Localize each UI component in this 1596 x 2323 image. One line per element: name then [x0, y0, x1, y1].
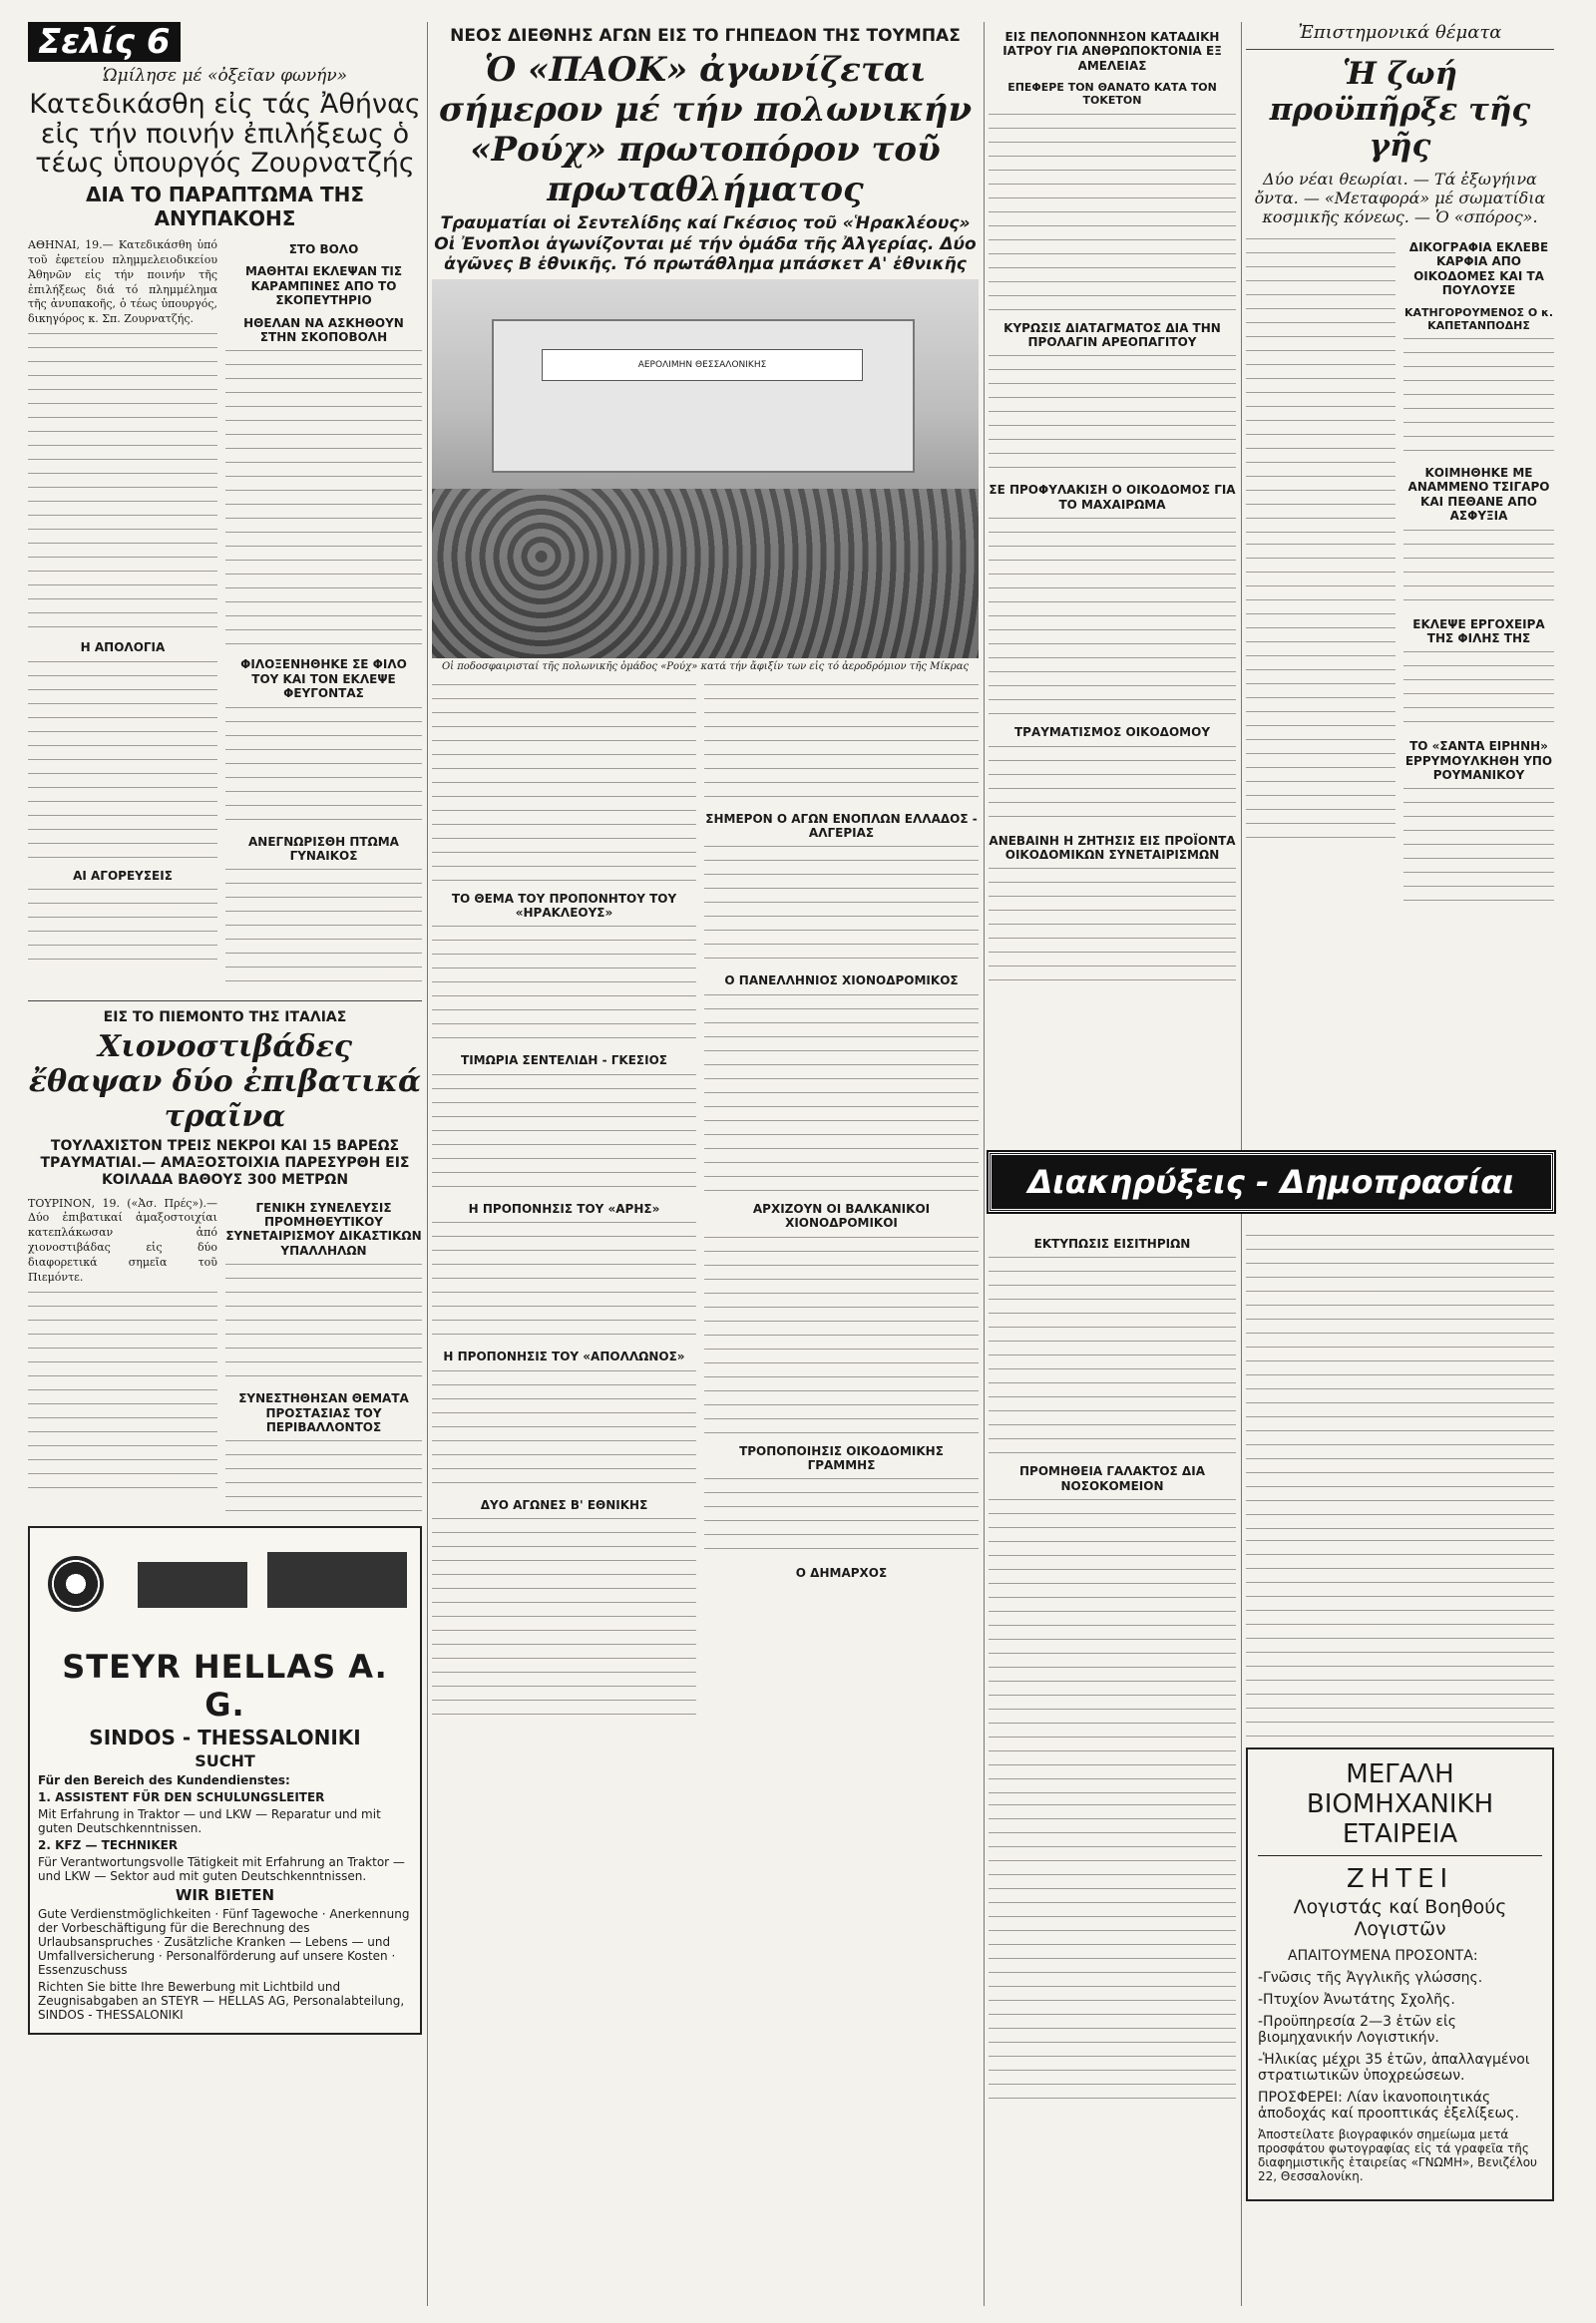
- section-head: ΔΥΟ ΑΓΩΝΕΣ Β' ΕΘΝΙΚΗΣ: [480, 1497, 648, 1512]
- section-head: ΚΥΡΩΣΙΣ ΔΙΑΤΑΓΜΑΤΟΣ ΔΙΑ ΤΗΝ ΠΡΟΛΑΓΙΝ ΑΡΕΟΠΑΓΙΤΟΥ: [1003, 320, 1221, 349]
- advertisement-steyr: [28, 1526, 422, 2035]
- article-text-block: [225, 869, 422, 988]
- ad-positions: Λογιστάς καί Βοηθούς Λογιστῶν: [1293, 1896, 1507, 1940]
- section-subhead: ΚΑΤΗΓΟΡΟΥΜΕΝΟΣ Ο κ. ΚΑΠΕΤΑΝΠΟΔΗΣ: [1403, 305, 1554, 332]
- article-text-block: [704, 846, 979, 966]
- headline: Ὁ «ΠΑΟΚ» ἀγωνίζεται σήμερον μέ τήν πολωνικήν «Ρούχ» πρωτοπόρον τοῦ πρωταθλήματος: [438, 50, 973, 210]
- article-text-block: [432, 926, 696, 1045]
- photo-sign: ΑΕΡΟΛΙΜΗΝ ΘΕΣΣΑΛΟΝΙΚΗΣ: [542, 349, 863, 381]
- article-text-block: [432, 1222, 696, 1342]
- divider: [28, 1000, 422, 1001]
- ad-requirement: -Πτυχίον Ἀνωτάτης Σχολῆς.: [1258, 1992, 1455, 2008]
- ad-requirement: -Γνῶσις τῆς Ἀγγλικῆς γλώσσης.: [1258, 1970, 1483, 1986]
- signature: Ο ΔΗΜΑΡΧΟΣ: [795, 1566, 888, 1581]
- ad-apply: Ἀποστείλατε βιογραφικόν σημείωμα μετά προσφάτου φωτογραφίας εἰς τά γραφεῖα τῆς διαφημιστικῆς ἑταιρείας «ΓΝΩΜΗ», Βενιζέλου 22, Θεσσαλονίκη.: [1258, 2128, 1537, 2183]
- article-text-block: [1403, 338, 1554, 458]
- article-text-block: [1246, 544, 1396, 843]
- logo-icon: [48, 1556, 104, 1612]
- article-text-block: [989, 868, 1236, 987]
- ad-zitei: ΖΗΤΕΙ: [1346, 1864, 1454, 1894]
- section-head: ΣΥΝΕΣΤΗΘΗΣΑΝ ΘΕΜΑΤΑ ΠΡΟΣΤΑΣΙΑΣ ΤΟΥ ΠΕΡΙΒΑΛΛΟΝΤΟΣ: [238, 1391, 409, 1434]
- section-head: ΗΘΕΛΑΝ ΝΑ ΑΣΚΗΘΟΥΝ ΣΤΗΝ ΣΚΟΠΟΒΟΛΗ: [243, 315, 404, 345]
- section-head: ΕΚΛΕΨΕ ΕΡΓΟΧΕΙΡΑ ΤΗΣ ΦΙΛΗΣ ΤΗΣ: [1412, 616, 1545, 645]
- section-head: ΜΑΘΗΤΑΙ ΕΚΛΕΨΑΝ ΤΙΣ ΚΑΡΑΜΠΙΝΕΣ ΑΠΟ ΤΟ ΣΚΟΠΕΥΤΗΡΙΟ: [244, 264, 403, 308]
- headline: Ἡ ζωή προϋπῆρξε τῆς γῆς: [1269, 56, 1531, 164]
- subhead: Τραυματίαι οἱ Σεντελίδης καί Γκέσιος τοῦ «Ἡρακλέους» Οἱ Ἐνοπλοι ἀγωνίζονται μέ τήν ὁμάδα τῆς Ἀλγερίας. Δύο ἀγῶνες Β ἐθνικῆς. Τό πρωτάθλημα μπάσκετ Α' ἐθνικῆς: [434, 213, 977, 275]
- section-head: Η ΠΡΟΠΟΝΗΣΙΣ ΤΟΥ «ΑΠΟΛΛΩΝΟΣ»: [443, 1350, 685, 1364]
- divider: [1246, 49, 1554, 50]
- article-text-block: [989, 1257, 1236, 1456]
- article-text-block: [1246, 1540, 1554, 1740]
- ad-requirement: -Ἡλικίας μέχρι 35 ἐτῶν, ἀπαλλαγμένοι στρατιωτικῶν ὑποχρεώσεων.: [1258, 2052, 1530, 2084]
- section-head: Ο ΠΑΝΕΛΛΗΝΙΟΣ ΧΙΟΝΟΔΡΟΜΙΚΟΣ: [724, 973, 959, 988]
- newspaper-page: [28, 22, 1554, 2306]
- ad-wir-bieten: WIR BIETEN: [175, 1886, 275, 1905]
- truck-illustration: [38, 1542, 412, 1642]
- article-text-block: [432, 1518, 696, 1718]
- column-1: [28, 22, 422, 2035]
- section-head: ΣΕ ΠΡΟΦΥΛΑΚΙΣΗ Ο ΟΙΚΟΔΟΜΟΣ ΓΙΑ ΤΟ ΜΑΧΑΙΡΩΜΑ: [989, 483, 1236, 512]
- column-4-lower: [1246, 1229, 1554, 2201]
- ad-position-1: 1. ASSISTENT FÜR DEN SCHULUNGSLEITER: [38, 1790, 325, 1805]
- section-head: ΤΟ «ΣΑΝΤΑ ΕΙΡΗΝΗ» ΕΡΡΥΜΟΥΛΚΗΘΗ ΥΠΟ ΡΟΥΜΑΝΙΚΟΥ: [1404, 739, 1553, 783]
- section-head: ΑΙ ΑΓΟΡΕΥΣΕΙΣ: [73, 868, 173, 883]
- article-text-block: [704, 994, 979, 1194]
- column-rule: [427, 22, 428, 2306]
- article-text-block: [432, 1074, 696, 1194]
- headline: Κατεδικάσθη εἰς τάς Ἀθήνας εἰς τήν ποινήν ἐπιλήξεως ὁ τέως ὑπουργός Ζουρνατζής: [29, 89, 421, 180]
- article-text-block: [704, 684, 979, 804]
- advertisement-job: [1246, 1747, 1554, 2201]
- section-head: ΓΕΝΙΚΗ ΣΥΝΕΛΕΥΣΙΣ ΠΡΟΜΗΘΕΥΤΙΚΟΥ ΣΥΝΕΤΑΙΡΙΣΜΟΥ ΔΙΚΑΣΤΙΚΩΝ ΥΠΑΛΛΗΛΩΝ: [225, 1200, 422, 1258]
- ad-apply: Richten Sie bitte Ihre Bewerbung mit Lichtbild und Zeugnisabgaben an STEYR — HELLAS AG, Personalabteilung, SINDOS - THESSALONIKI: [38, 1980, 405, 2023]
- ad-requirements-title: ΑΠΑΙΤΟΥΜΕΝΑ ΠΡΟΣΟΝΤΑ:: [1288, 1948, 1478, 1964]
- section-head: ΤΙΜΩΡΙΑ ΣΕΝΤΕΛΙΔΗ - ΓΚΕΣΙΟΣ: [461, 1053, 667, 1068]
- article-text-block: [1403, 530, 1554, 609]
- subhead: ΤΟΥΛΑΧΙΣΤΟΝ ΤΡΕΙΣ ΝΕΚΡΟΙ ΚΑΙ 15 ΒΑΡΕΩΣ ΤΡΑΥΜΑΤΙΑΙ.— ΑΜΑΞΟΣΤΟΙΧΙΑ ΠΑΡΕΣΥΡΘΗ ΕΙΣ ΚΟΙΛΑΔΑ ΒΑΘΟΥΣ 300 ΜΕΤΡΩΝ: [40, 1138, 410, 1188]
- article-text-block: [704, 1478, 979, 1558]
- column-3-lower: [989, 1229, 1236, 2110]
- article-text-block: [989, 114, 1236, 313]
- ad-company: STEYR HELLAS A. G.: [62, 1648, 388, 1725]
- subhead: ΔΙΑ ΤΟ ΠΑΡΑΠΤΩΜΑ ΤΗΣ ΑΝΥΠΑΚΟΗΣ: [85, 183, 365, 231]
- section-kicker: ΕΙΣ ΤΟ ΠΙΕΜΟΝΤΟ ΤΗΣ ΙΤΑΛΙΑΣ: [103, 1009, 347, 1026]
- article-text-block: [225, 1440, 422, 1520]
- ad-position-1-desc: Mit Erfahrung in Traktor — und LKW — Reparatur und mit guten Deutschkenntnissen.: [38, 1807, 381, 1836]
- photo-caption: Οἱ ποδοσφαιρισταί τῆς πολωνικῆς ὁμάδος «Ρούχ» κατά τήν ἄφιξίν των εἰς τό ἀεροδρόμιον τῆς Μίκρας: [441, 660, 970, 672]
- article-text-block: [432, 1370, 696, 1490]
- subhead: Δύο νέαι θεωρίαι. — Τά ἐξωγήινα ὄντα. — «Μεταφορά» μέ σωματίδια κοσμικῆς κόνεως. — Ὁ «σπόρος».: [1254, 170, 1546, 226]
- article-lead: ΑΘΗΝΑΙ, 19.— Κατεδικάσθη ὑπό τοῦ ἐφετείου πλημμελειοδικείου Ἀθηνῶν εἰς τήν ποινήν τῆς ἐπιλήξεως διά τό πλημμέλημα τῆς ἀνυπακοῆς, ὁ τέως ὑπουργός, δικηγόρος κ. Σπ. Ζουρνατζής.: [28, 238, 217, 326]
- section-head: ΑΡΧΙΖΟΥΝ ΟΙ ΒΑΛΚΑΝΙΚΟΙ ΧΙΟΝΟΔΡΟΜΙΚΟΙ: [752, 1201, 931, 1231]
- column-rule: [984, 22, 985, 2306]
- kicker: Ἐπιστημονικά θέματα: [1298, 22, 1502, 43]
- article-text-block: [28, 333, 217, 632]
- headline: Χιονοστιβάδες ἔθαψαν δύο ἐπιβατικά τραῖνα: [28, 1029, 422, 1135]
- article-lead: ΤΟΥΡΙΝΟΝ, 19. («Ἀσ. Πρές»).— Δύο ἐπιβατικαί ἀμαξοστοιχίαι κατεπλάκωσαν ἀπό χιονοστιβάδας εἰς δύο διαφορετικά σημεῖα τοῦ Πιεμόντε.: [28, 1196, 217, 1284]
- article-text-block: [225, 1264, 422, 1383]
- column-4: [1246, 22, 1554, 914]
- section-head: ΕΙΣ ΠΕΛΟΠΟΝΝΗΣΟΝ ΚΑΤΑΔΙΚΗ ΙΑΤΡΟΥ ΓΙΑ ΑΝΘΡΩΠΟΚΤΟΝΙΑ ΕΞ ΑΜΕΛΕΙΑΣ: [1002, 30, 1222, 73]
- article-text-block: [989, 1499, 1236, 1798]
- kicker: Ὡμίλησε μέ «ὀξεῖαν φωνήν»: [102, 66, 348, 86]
- article-text-block: [432, 684, 696, 884]
- ad-benefits: Gute Verdienstmöglichkeiten · Fünf Tagewoche · Anerkennung der Vorbeschäftigung für die Berechnung des Urlaubsanspruches · Zusätzliche Kranken — Lebens — und Umfallversicherung · Personalförderung auf unsere Kosten · Essenzuschuss: [38, 1907, 410, 1978]
- section-head: Η ΠΡΟΠΟΝΗΣΙΣ ΤΟΥ «ΑΡΗΣ»: [468, 1201, 660, 1216]
- ad-sucht: SUCHT: [195, 1751, 255, 1771]
- section-head: ΑΝΕΒΑΙΝΗ Η ΖΗΤΗΣΙΣ ΕΙΣ ΠΡΟΪΟΝΤΑ ΟΙΚΟΔΟΜΙΚΩΝ ΣΥΝΕΤΑΙΡΙΣΜΩΝ: [989, 833, 1236, 862]
- section-head: ΠΡΟΜΗΘΕΙΑ ΓΑΛΑΚΤΟΣ ΔΙΑ ΝΟΣΟΚΟΜΕΙΟΝ: [1019, 1464, 1205, 1493]
- section-head: Η ΑΠΟΛΟΓΙΑ: [80, 640, 166, 655]
- article-text-block: [1403, 651, 1554, 731]
- article-text-block: [989, 518, 1236, 717]
- article-text-block: [989, 355, 1236, 475]
- article-text-block: [704, 1237, 979, 1436]
- section-head: ΣΗΜΕΡΟΝ Ο ΑΓΩΝ ΕΝΟΠΛΩΝ ΕΛΛΑΔΟΣ - ΑΛΓΕΡΙΑΣ: [705, 811, 978, 840]
- section-head: ΔΙΚΟΓΡΑΦΙΑ ΕΚΛΕΒΕ ΚΑΡΦΙΑ ΑΠΟ ΟΙΚΟΔΟΜΕΣ ΚΑΙ ΤΑ ΠΟΥΛΟΥΣΕ: [1408, 240, 1549, 298]
- ad-requirement: -Προϋπηρεσία 2—3 ἐτῶν εἰς βιομηχανικήν Λογιστικήν.: [1258, 2014, 1456, 2046]
- section-subhead: ΕΠΕΦΕΡΕ ΤΟΝ ΘΑΝΑΤΟ ΚΑΤΑ ΤΟΝ ΤΟΚΕΤΟΝ: [1007, 81, 1217, 108]
- column-3: [989, 22, 1236, 993]
- article-text-block: [1403, 788, 1554, 908]
- article-text-block: [989, 746, 1236, 826]
- ad-offer: ΠΡΟΣΦΕΡΕΙ: Λίαν ἱκανοποιητικάς ἀποδοχάς καί προοπτικάς ἐξελίξεως.: [1258, 2090, 1519, 2122]
- photo-airport: [432, 279, 979, 658]
- section-head: ΤΡΟΠΟΠΟΙΗΣΙΣ ΟΙΚΟΔΟΜΙΚΗΣ ΓΡΑΜΜΗΣ: [739, 1443, 944, 1472]
- article-text-block: [28, 1292, 217, 1491]
- article-text-block: [989, 1804, 1236, 2104]
- section-head: ΚΟΙΜΗΘΗΚΕ ΜΕ ΑΝΑΜΜΕΝΟ ΤΣΙΓΑΡΟ ΚΑΙ ΠΕΘΑΝΕ ΑΠΟ ΑΣΦΥΞΙΑ: [1407, 465, 1550, 524]
- section-head: ΕΚΤΥΠΩΣΙΣ ΕΙΣΙΤΗΡΙΩΝ: [1033, 1237, 1191, 1251]
- column-2: [432, 22, 979, 1724]
- article-text-block: [28, 889, 217, 968]
- tenders-banner: Διακηρύξεις - Δημοπρασίαι: [989, 1152, 1554, 1212]
- article-text-block: [1246, 238, 1396, 538]
- article-text-block: [225, 350, 422, 649]
- tenders-banner-wrap: [989, 1144, 1554, 1220]
- ad-intro: Für den Bereich des Kundendienstes:: [38, 1773, 290, 1788]
- section-head: ΤΡΑΥΜΑΤΙΣΜΟΣ ΟΙΚΟΔΟΜΟΥ: [1013, 725, 1211, 740]
- section-head: ΣΤΟ ΒΟΛΟ: [288, 242, 359, 257]
- article-text-block: [28, 661, 217, 861]
- article-text-block: [225, 707, 422, 827]
- section-head: ΦΙΛΟΞΕΝΗΘΗΚΕ ΣΕ ΦΙΛΟ ΤΟΥ ΚΑΙ ΤΟΝ ΕΚΛΕΨΕ ΦΕΥΓΟΝΤΑΣ: [240, 657, 407, 701]
- kicker: ΝΕΟΣ ΔΙΕΘΝΗΣ ΑΓΩΝ ΕΙΣ ΤΟ ΓΗΠΕΔΟΝ ΤΗΣ ΤΟΥΜΠΑΣ: [450, 26, 961, 46]
- page-label: Σελίς 6: [28, 22, 181, 62]
- ad-company: ΜΕΓΑΛΗ ΒΙΟΜΗΧΑΝΙΚΗ ΕΤΑΙΡΕΙΑ: [1258, 1759, 1542, 1856]
- ad-position-2: 2. KFZ — TECHNIKER: [38, 1838, 179, 1853]
- section-head: ΑΝΕΓΝΩΡΙΣΘΗ ΠΤΩΜΑ ΓΥΝΑΙΚΟΣ: [248, 834, 399, 863]
- ad-location: SINDOS - THESSALONIKI: [89, 1726, 361, 1750]
- article-text-block: [1246, 1235, 1554, 1534]
- ad-position-2-desc: Für Verantwortungsvolle Tätigkeit mit Erfahrung an Traktor — und LKW — Sektor aud mit guten Deutschkenntnissen.: [38, 1855, 405, 1884]
- section-head: ΤΟ ΘΕΜΑ ΤΟΥ ΠΡΟΠΟΝΗΤΟΥ ΤΟΥ «ΗΡΑΚΛΕΟΥΣ»: [451, 891, 677, 920]
